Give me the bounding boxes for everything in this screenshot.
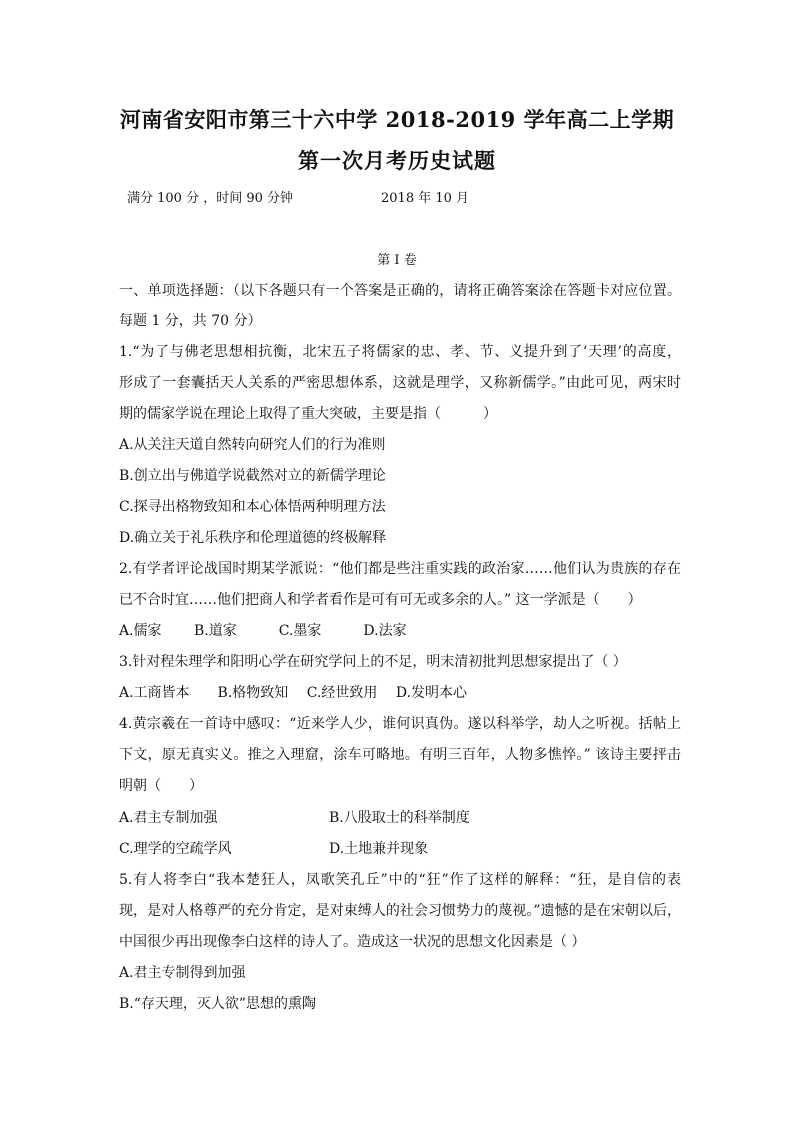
question-1-stem: 1.“为了与佛老思想相抗衡，北宋五子将儒家的忠、孝、节、义提升到了‘天理’的高度， <box>119 344 681 360</box>
score-time-info: 满分 100 分 ，时间 90 分钟 <box>127 191 294 206</box>
question-5-stem: 现，是对人格尊严的充分肯定，是对束缚人的社会习惯势力的蔑视。”遗憾的是在宋朝以后， <box>119 903 681 919</box>
section-heading: 一、单项选择题：（以下各题只有一个答案是正确的，请将正确答案涂在答题卡对应位置。 <box>119 283 681 299</box>
question-1-stem: 期的儒家学说在理论上取得了重大突破，主要是指（ ） <box>119 406 497 422</box>
section-heading-cont: 每题 1 分，共 70 分） <box>119 313 262 329</box>
question-4-option-b: B.八股取士的科举制度 <box>329 810 470 826</box>
question-2-stem: 已不合时宜……他们把商人和学者看作是可有可无或多余的人。” 这一学派是（ ） <box>119 592 642 608</box>
question-4-option-c: C.理学的空疏学风 <box>119 841 232 857</box>
question-4-option-a: A.君主专制加强 <box>119 810 218 826</box>
question-5-stem: 5.有人将李白“我本楚狂人，凤歌笑孔丘”中的“狂”作了这样的解释：“狂，是自信的表 <box>119 872 681 888</box>
exam-date: 2018 年 10 月 <box>381 191 470 206</box>
question-5-option-b: B.“存天理，灭人欲”思想的熏陶 <box>119 996 317 1012</box>
question-1-option-b: B.创立出与佛道学说截然对立的新儒学理论 <box>119 468 386 484</box>
question-3-stem: 3.针对程朱理学和阳明心学在研究学问上的不足，明末清初批判思想家提出了（ ） <box>119 654 627 670</box>
question-1-option-c: C.探寻出格物致知和本心体悟两种明理方法 <box>119 499 386 515</box>
question-1-option-a: A.从关注天道自然转向研究人们的行为准则 <box>119 437 386 453</box>
exam-title-line1: 河南省安阳市第三十六中学 2018-2019 学年高二上学期 <box>119 107 675 132</box>
question-5-stem: 中国很少再出现像李白这样的诗人了。造成这一状况的思想文化因素是（ ） <box>119 934 586 950</box>
question-4-stem: 下文，原无真实义。推之入理窟，涂车可略地。有明三百年，人物多憔悴。” 该诗主要抨击 <box>119 747 681 763</box>
question-3-options: A.工商皆本 B.格物致知 C.经世致用 D.发明本心 <box>119 685 468 701</box>
question-4-stem: 明朝（ ） <box>119 778 203 794</box>
exam-title-line2: 第一次月考历史试题 <box>298 148 496 173</box>
question-1-option-d: D.确立关于礼乐秩序和伦理道德的终极解释 <box>119 530 387 546</box>
question-2-stem: 2.有学者评论战国时期某学派说：“他们都是些注重实践的政治家……他们认为贵族的存在 <box>119 561 681 577</box>
question-5-option-a: A.君主专制得到加强 <box>119 965 246 981</box>
question-4-stem: 4.黄宗羲在一首诗中感叹：“近来学人少，谁何识真伪。遂以科举学，劫人之听视。括帖上 <box>119 716 681 732</box>
question-4-option-d: D.土地兼并现象 <box>329 841 429 857</box>
question-2-options: A.儒家 B.道家 C.墨家 D.法家 <box>119 623 407 639</box>
volume-label: 第 I 卷 <box>377 253 417 268</box>
question-1-stem: 形成了一套囊括天人关系的严密思想体系，这就是理学，又称新儒学。”由此可见，两宋时 <box>119 375 681 391</box>
